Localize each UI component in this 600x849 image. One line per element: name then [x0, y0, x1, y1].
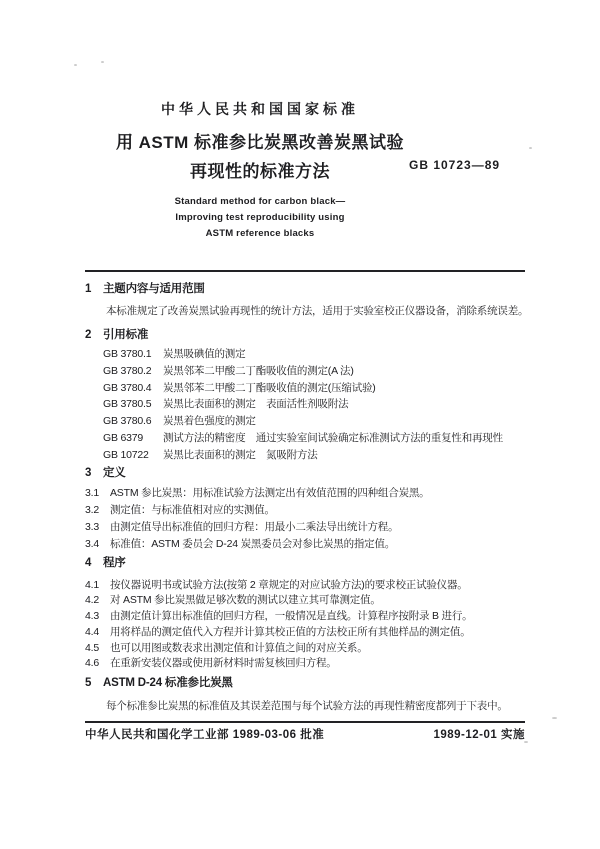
reference-item — [103, 396, 537, 413]
section-number: 1 — [85, 283, 92, 295]
reference-code: GB 3780.4 — [103, 381, 152, 394]
section-4-heading — [85, 556, 537, 570]
reference-code: GB 10722 — [103, 448, 149, 461]
document-title-line2: 再现性的标准方法 — [190, 162, 330, 181]
clause-number: 4.4 — [85, 625, 99, 638]
clause-number: 3.4 — [85, 538, 99, 551]
clause-text: 用将样品的测定值代入方程并计算其校正值的方法校正所有其他样品的测定值。 — [110, 625, 471, 638]
scan-artifact — [552, 717, 557, 719]
scan-artifact — [529, 147, 532, 149]
section-title: 引用标准 — [103, 329, 149, 341]
english-title-line3: ASTM reference blacks — [205, 228, 315, 239]
section-number: 3 — [85, 466, 92, 479]
reference-item — [103, 413, 537, 430]
english-title-line1: Standard method for carbon black— — [174, 196, 346, 207]
definition-item — [85, 502, 537, 519]
section-title: ASTM D-24 标准参比炭黑 — [103, 676, 233, 689]
section-2-heading — [85, 328, 537, 342]
approval-note: 中华人民共和国化学工业部 1989-03-06 批准 — [85, 729, 325, 741]
reference-title: 炭黑邻苯二甲酸二丁酯吸收值的测定(压缩试验) — [163, 381, 376, 394]
section-title: 定义 — [103, 466, 126, 479]
section-1-paragraph: 本标准规定了改善炭黑试验再现性的统计方法，适用于实验室校正仪器设备，消除系统误差。 — [106, 305, 529, 317]
reference-item — [103, 363, 537, 380]
clause-number: 4.1 — [85, 578, 99, 591]
reference-item — [103, 447, 537, 464]
scan-artifact — [101, 61, 104, 63]
reference-title: 炭黑比表面积的测定 表面活性剂吸附法 — [163, 398, 349, 411]
clause-text: 测定值：与标准值相对应的实测值。 — [110, 503, 275, 516]
implementation-note: 1989-12-01 实施 — [433, 729, 525, 741]
procedure-item — [85, 625, 537, 641]
procedure-item — [85, 593, 537, 609]
reference-list — [103, 346, 537, 464]
document-footer — [85, 726, 525, 742]
section-5-heading — [85, 676, 537, 690]
reference-title: 炭黑邻苯二甲酸二丁酯吸收值的测定(A 法) — [163, 364, 354, 377]
clause-number: 3.2 — [85, 503, 99, 516]
reference-title: 炭黑比表面积的测定 氮吸附方法 — [163, 448, 318, 461]
section-title: 程序 — [103, 556, 126, 569]
document-title — [40, 128, 480, 186]
document-title-line1: 用 ASTM 标准参比炭黑改善炭黑试验 — [115, 133, 405, 152]
reference-code: GB 3780.2 — [103, 364, 152, 377]
procedure-item — [85, 656, 537, 672]
reference-code: GB 6379 — [103, 431, 144, 444]
standard-number: GB 10723—89 — [409, 158, 501, 172]
procedure-item — [85, 609, 537, 625]
reference-item — [103, 430, 537, 447]
clause-text: 由测定值导出标准值的回归方程：用最小二乘法导出统计方程。 — [110, 521, 399, 534]
scan-artifact — [524, 741, 528, 743]
clause-number: 3.1 — [85, 486, 99, 499]
clause-text: 按仪器说明书或试验方法(按第 2 章规定的对应试验方法)的要求校正试验仪器。 — [110, 578, 468, 591]
section-number: 2 — [85, 329, 92, 341]
reference-code: GB 3780.1 — [103, 348, 152, 360]
clause-text: 也可以用图或数表求出测定值和计算值之间的对应关系。 — [110, 641, 368, 654]
clause-text: ASTM 参比炭黑：用标准试验方法测定出有效值范围的四种组合炭黑。 — [110, 486, 430, 499]
clause-number: 4.2 — [85, 594, 99, 607]
footer-divider — [85, 721, 525, 723]
clause-number: 4.5 — [85, 641, 99, 654]
definition-item — [85, 485, 537, 502]
definition-list — [85, 485, 537, 554]
section-5-paragraph: 每个标准参比炭黑的标准值及其误差范围与每个试验方法的再现性精密度都列于下表中。 — [106, 699, 508, 712]
reference-code: GB 3780.6 — [103, 415, 152, 428]
definition-item — [85, 536, 537, 553]
clause-number: 4.3 — [85, 610, 99, 623]
reference-item — [103, 380, 537, 397]
procedure-item — [85, 641, 537, 657]
reference-item — [103, 346, 537, 363]
clause-text: 对 ASTM 参比炭黑做足够次数的测试以建立其可靠测定值。 — [110, 594, 381, 607]
reference-title: 炭黑着色强度的测定 — [163, 415, 256, 428]
section-number: 4 — [85, 556, 92, 569]
clause-text: 标准值：ASTM 委员会 D-24 炭黑委员会对参比炭黑的指定值。 — [110, 538, 396, 551]
clause-text: 在重新安装仪器或使用新材料时需复核回归方程。 — [110, 657, 337, 670]
national-standard-label: 中华人民共和国国家标准 — [161, 101, 359, 117]
clause-text: 由测定值计算出标准值的回归方程，一般情况是直线。计算程序按附录 B 进行。 — [110, 610, 473, 623]
procedure-list — [85, 578, 537, 672]
section-1-heading — [85, 282, 537, 296]
reference-title: 测试方法的精密度 通过实验室间试验确定标准测试方法的重复性和再现性 — [163, 431, 503, 444]
clause-number: 3.3 — [85, 521, 99, 534]
reference-title: 炭黑吸碘值的测定 — [163, 348, 246, 360]
section-3-heading — [85, 466, 537, 480]
english-title-line2: Improving test reproducibility using — [175, 212, 345, 223]
english-title — [40, 194, 480, 242]
document-body — [85, 272, 537, 713]
reference-code: GB 3780.5 — [103, 398, 152, 411]
clause-number: 4.6 — [85, 657, 99, 670]
scan-artifact — [74, 64, 77, 66]
procedure-item — [85, 578, 537, 594]
definition-item — [85, 519, 537, 536]
section-title: 主题内容与适用范围 — [103, 283, 205, 295]
section-number: 5 — [85, 676, 92, 689]
